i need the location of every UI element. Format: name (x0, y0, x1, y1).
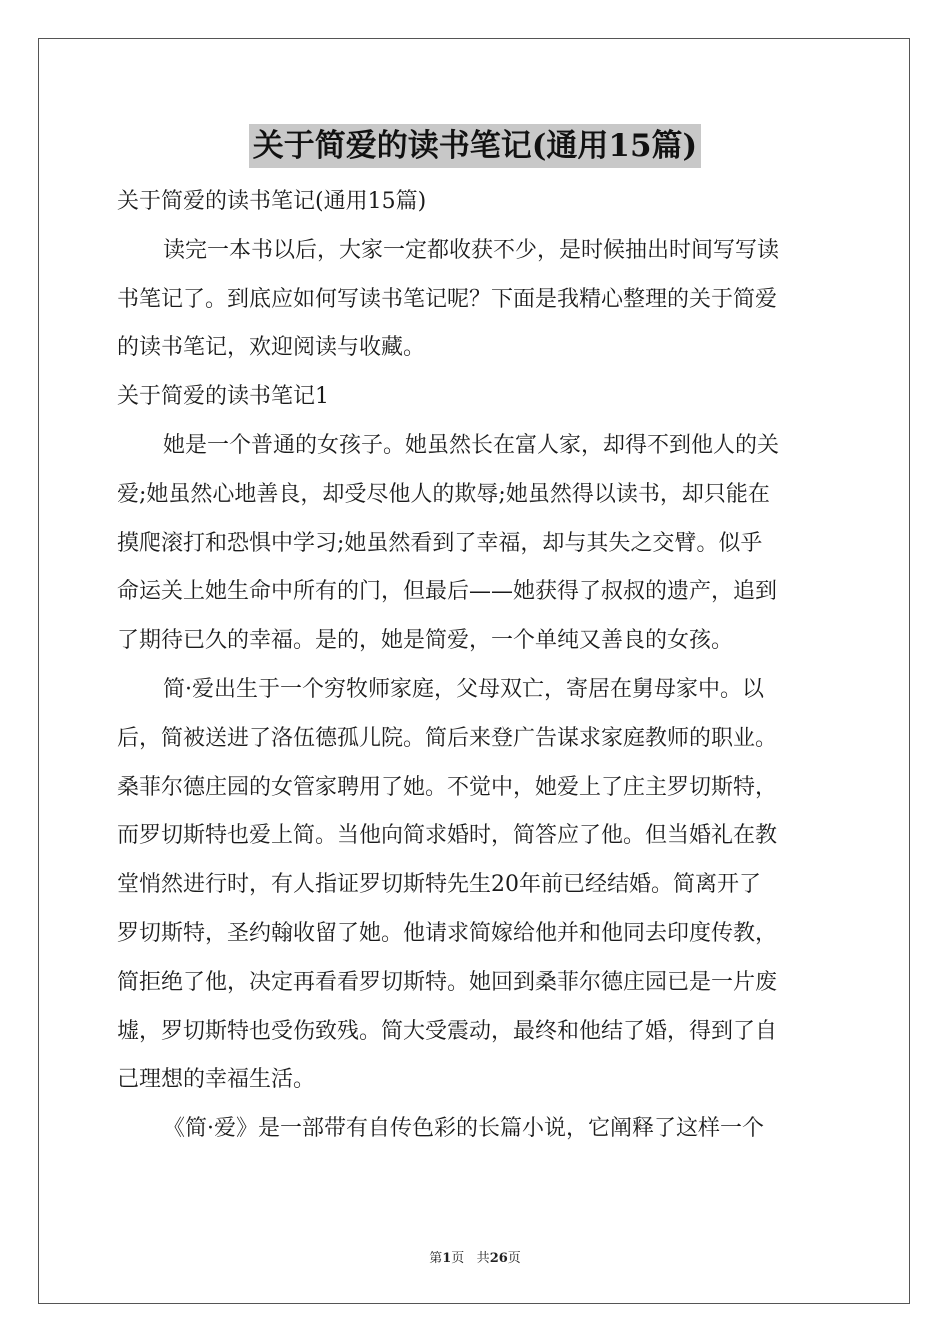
text-line: 摸爬滚打和恐惧中学习;她虽然看到了幸福，却与其失之交臂。似乎 (117, 530, 763, 556)
page-number: 1 (442, 1251, 452, 1266)
document-title: 关于简爱的读书笔记(通用15篇) (249, 124, 701, 168)
text-line: 己理想的幸福生活。 (117, 1067, 316, 1093)
text-line: 后，简被送进了洛伍德孤儿院。简后来登广告谋求家庭教师的职业。 (117, 725, 778, 751)
text-line: 罗切斯特，圣约翰收留了她。他请求简嫁给他并和他同去印度传教， (117, 920, 778, 946)
subtitle-line: 关于简爱的读书笔记(通用15篇) (117, 189, 427, 214)
text-line: 爱;她虽然心地善良，却受尽他人的欺辱;她虽然得以读书，却只能在 (117, 481, 770, 507)
page-prefix: 第 (429, 1251, 443, 1266)
text-line: 命运关上她生命中所有的门，但最后——她获得了叔叔的遗产，追到 (117, 579, 778, 605)
text-line: 的读书笔记，欢迎阅读与收藏。 (117, 335, 426, 361)
text-line: 墟，罗切斯特也受伤致残。简大受震动，最终和他结了婚，得到了自 (117, 1018, 778, 1044)
text-line: 简拒绝了他，决定再看看罗切斯特。她回到桑菲尔德庄园已是一片废 (117, 969, 778, 995)
text-line: 简·爱出生于一个穷牧师家庭，父母双亡，寄居在舅母家中。以 (163, 676, 764, 702)
text-line: 桑菲尔德庄园的女管家聘用了她。不觉中，她爱上了庄主罗切斯特， (117, 774, 778, 800)
total-suffix: 页 (507, 1251, 521, 1266)
total-prefix: 共 (476, 1251, 490, 1266)
text-line: 书笔记了。到底应如何写读书笔记呢？下面是我精心整理的关于简爱 (117, 286, 778, 312)
page-footer (0, 1247, 950, 1266)
text-line: 她是一个普通的女孩子。她虽然长在富人家，却得不到他人的关 (163, 432, 780, 458)
section-heading: 关于简爱的读书笔记1 (117, 384, 329, 410)
text-line: 堂悄然进行时，有人指证罗切斯特先生20年前已经结婚。简离开了 (117, 872, 761, 898)
text-line: 而罗切斯特也爱上简。当他向简求婚时，简答应了他。但当婚礼在教 (117, 823, 778, 849)
document-body (117, 178, 835, 1154)
text-line: 读完一本书以后，大家一定都收获不少，是时候抽出时间写写读 (163, 237, 780, 263)
title-container (0, 124, 950, 168)
page-suffix: 页 (451, 1251, 465, 1266)
total-pages: 26 (489, 1251, 508, 1266)
text-line: 了期待已久的幸福。是的，她是简爱，一个单纯又善良的女孩。 (117, 628, 734, 654)
text-line: 《简·爱》是一部带有自传色彩的长篇小说，它阐释了这样一个 (163, 1116, 764, 1142)
